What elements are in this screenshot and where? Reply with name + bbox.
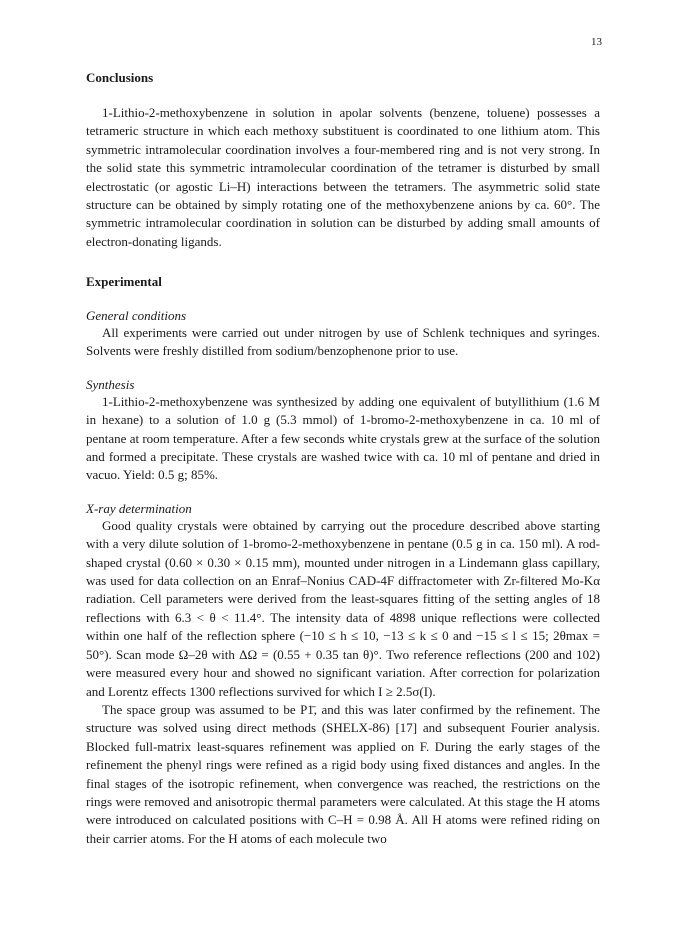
conclusions-paragraph: 1-Lithio-2-methoxybenzene in solution in apolar solvents (benzene, toluene) possesses a tetrameric structure in which each methoxy substituent is coordinated to one lithium atom. This symmetric intramolecular coordination involves a four-membered ring and is not very strong. In the solid state this symmetric intramolecular coordination of the tetramer is disturbed by small electrostatic (or agostic Li–H) interactions between the tetramers. The asymmetric solid state structure can be obtained by simply rotating one of the methoxybenzene anions by ca. 60°. The symmetric intramolecular coordination in solution can be disturbed by adding small amounts of electron-donating ligands. [86,105,600,249]
synthesis-subsection [86,377,600,485]
xray-subheading: X-ray determination [86,500,192,516]
xray-paragraph-1: Good quality crystals were obtained by carrying out the procedure described above starting with a very dilute solution of 1-bromo-2-methoxybenzene in pentane (0.5 g in ca. 150 ml). A rod-shaped crystal (0.60 × 0.30 × 0.15 mm), mounted under nitrogen in a Lindemann glass capillary, was used for data collection on an Enraf–Nonius CAD-4F diffractometer with Zr-filtered Mo-Kα radiation. Cell parameters were derived from the least-squares fitting of the setting angles of 18 reflections with 6.3 < θ < 11.4°. The intensity data of 4898 unique reflections were collected within one half of the reflection sphere (−10 ≤ h ≤ 10, −13 ≤ k ≤ 0 and −15 ≤ l ≤ 15; 2θmax = 50°). Scan mode Ω–2θ with ΔΩ = (0.55 + 0.35 tan θ)°. Two reference reflections (200 and 102) were measured every hour and showed no significant variation. After correction for polarization and Lorentz effects 1300 reflections survived for which I ≥ 2.5σ(I). [86,517,600,699]
page-number: 13 [591,36,602,48]
synthesis-paragraph: 1-Lithio-2-methoxybenzene was synthesized by adding one equivalent of butyllithium (1.6 M in hexane) to a solution of 1.0 g (5.3 mmol) of 1-bromo-2-methoxybenzene in ca. 10 ml of pentane at room temperature. After a few seconds white crystals grew at the surface of the solution and formed a precipitate. These crystals are washed twice with ca. 10 ml of pentane and dried in vacuo. Yield: 0.5 g; 85%. [86,393,600,483]
experimental-section [86,274,600,848]
conclusions-section [86,70,600,251]
general-conditions-subheading: General conditions [86,308,187,323]
xray-paragraph-2: The space group was assumed to be P1̄, and this was later confirmed by the refinement. The structure was solved using direct methods (SHELX-86) [17] and subsequent Fourier analysis. Blocked full-matrix least-squares refinement was applied on F. During the early stages of the refinement the phenyl rings were refined as a rigid body using fixed distances and angles. In the final stages of the isotropic refinement, when convergence was reached, the restrictions on the rings were removed and anisotropic thermal parameters were calculated. At this stage the H atoms were introduced on calculated positions with C–H = 0.98 Å. All H atoms were refined riding on their carrier atoms. For the H atoms of each molecule two [86,701,600,846]
synthesis-subheading: Synthesis [86,376,135,392]
experimental-heading: Experimental [86,274,162,289]
xray-subsection [86,501,600,848]
conclusions-heading: Conclusions [86,70,154,85]
general-conditions-paragraph: All experiments were carried out under nitrogen by use of Schlenk techniques and syringes. Solvents were freshly distilled from sodium/benzophenone prior to use. [86,325,600,359]
general-conditions-subsection [86,308,600,361]
